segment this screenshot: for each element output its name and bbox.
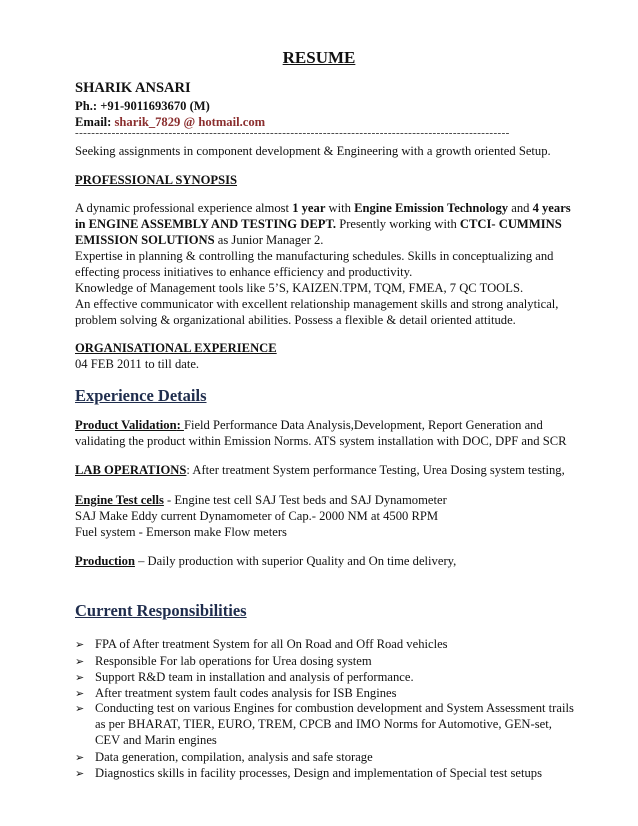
experience-heading: Experience Details [75, 386, 207, 405]
responsibility-item-continued: as per BHARAT, TIER, EURO, TREM, CPCB and IMO Norms for Automotive, GEN-set, [95, 717, 552, 731]
responsibility-item: After treatment system fault codes analysis for ISB Engines [95, 686, 397, 700]
lab-operations-line [75, 462, 565, 478]
synopsis-line-1 [75, 200, 571, 216]
arrow-bullet-icon: ➢ [75, 751, 85, 764]
synopsis-line-3 [75, 232, 323, 248]
responsibility-item-continued: CEV and Marin engines [95, 733, 217, 747]
lab-operations-label: LAB OPERATIONS [75, 463, 187, 477]
responsibility-item: FPA of After treatment System for all On Road and Off Road vehicles [95, 637, 448, 651]
synopsis-line-8: problem solving & organizational abilities. Possess a flexible & detail oriented attitude. [75, 313, 516, 327]
production-text: – Daily production with superior Quality and On time delivery, [134, 554, 457, 568]
production-label: Production [75, 554, 135, 568]
synopsis-bold: in ENGINE ASSEMBLY AND TESTING DEPT. [75, 217, 337, 231]
product-validation-line-2: validating the product within Emission Norms. ATS system installation with DOC, DPF and SCR [75, 434, 567, 448]
synopsis-line-7: An effective communicator with excellent relationship management skills and strong analytical, [75, 297, 559, 311]
responsibility-item: Data generation, compilation, analysis and safe storage [95, 750, 373, 764]
engine-test-cells-text: - Engine test cell SAJ Test beds and SAJ Dynamometer [163, 493, 447, 507]
responsibility-item: Conducting test on various Engines for combustion development and System Assessment trails [95, 701, 574, 715]
synopsis-bold: 4 years [532, 201, 571, 215]
org-date: 04 FEB 2011 to till date. [75, 357, 200, 371]
synopsis-bold: 1 year [292, 201, 326, 215]
product-validation-text: Field Performance Data Analysis,Development, Report Generation and [183, 418, 543, 432]
production-line [75, 553, 456, 569]
synopsis-text: and [508, 201, 533, 215]
synopsis-heading: PROFESSIONAL SYNOPSIS [75, 173, 238, 187]
synopsis-text: as Junior Manager 2. [214, 233, 324, 247]
synopsis-text: with [325, 201, 355, 215]
email-link[interactable]: sharik_7829 @ hotmail.com [114, 115, 266, 129]
synopsis-bold: EMISSION SOLUTIONS [75, 233, 215, 247]
synopsis-text: Presently working with [336, 217, 460, 231]
arrow-bullet-icon: ➢ [75, 655, 85, 668]
phone-label: Ph.: [75, 99, 101, 113]
responsibility-item: Responsible For lab operations for Urea dosing system [95, 654, 372, 668]
synopsis-bold: CTCI- CUMMINS [459, 217, 562, 231]
engine-test-cells-line-1 [75, 492, 447, 508]
synopsis-line-4: Expertise in planning & controlling the manufacturing schedules. Skills in conceptualizing and [75, 249, 554, 263]
synopsis-bold: Engine Emission Technology [354, 201, 509, 215]
engine-test-cells-line-3: Fuel system - Emerson make Flow meters [75, 525, 287, 539]
synopsis-text: A dynamic professional experience almost [75, 201, 293, 215]
engine-test-cells-line-2: SAJ Make Eddy current Dynamometer of Cap.- 2000 NM at 4500 RPM [75, 509, 439, 523]
arrow-bullet-icon: ➢ [75, 671, 85, 684]
org-heading: ORGANISATIONAL EXPERIENCE [75, 341, 277, 355]
responsibility-item: Support R&D team in installation and analysis of performance. [95, 670, 414, 684]
synopsis-line-2 [75, 216, 562, 232]
product-validation-label: Product Validation [75, 418, 177, 432]
divider-line: ----------------------------------------------------------------------------------------------------------- [75, 127, 510, 139]
arrow-bullet-icon: ➢ [75, 638, 85, 651]
arrow-bullet-icon: ➢ [75, 702, 85, 715]
lab-operations-text: : After treatment System performance Testing, Urea Dosing system testing, [186, 463, 565, 477]
responsibilities-heading: Current Responsibilities [75, 601, 247, 620]
phone-value: +91-9011693670 (M) [100, 99, 210, 113]
synopsis-line-6: Knowledge of Management tools like 5’S, KAIZEN.TPM, TQM, FMEA, 7 QC TOOLS. [75, 281, 524, 295]
page-title: RESUME [282, 48, 356, 67]
candidate-name: SHARIK ANSARI [75, 80, 191, 96]
objective-text: Seeking assignments in component development & Engineering with a growth oriented Setup. [75, 144, 551, 158]
phone-line [75, 98, 210, 114]
product-validation-colon: : [176, 418, 184, 432]
responsibility-item: Diagnostics skills in facility processes, Design and implementation of Special test setups [95, 766, 542, 780]
email-label: Email: [75, 115, 115, 129]
product-validation-line-1 [75, 417, 543, 433]
arrow-bullet-icon: ➢ [75, 687, 85, 700]
synopsis-line-5: effecting process initiatives to enhance efficiency and productivity. [75, 265, 413, 279]
engine-test-cells-label: Engine Test cells [75, 493, 164, 507]
arrow-bullet-icon: ➢ [75, 767, 85, 780]
